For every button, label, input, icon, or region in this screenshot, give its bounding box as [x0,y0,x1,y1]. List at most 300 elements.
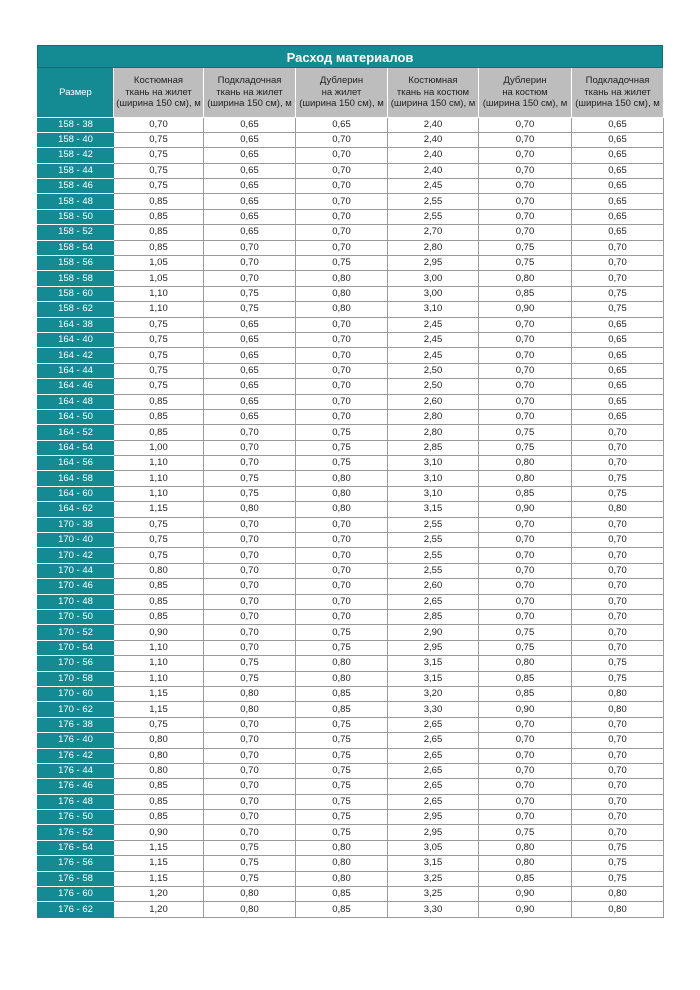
table-row [38,686,664,701]
value-cell: 0,65 [572,394,664,409]
value-cell: 0,70 [572,594,664,609]
value-cell: 0,65 [572,363,664,378]
value-cell: 0,70 [479,533,572,548]
value-cell: 3,10 [388,302,479,317]
materials-table-block [37,45,663,918]
value-cell: 0,70 [572,810,664,825]
value-cell: 0,70 [204,810,296,825]
value-cell: 0,70 [479,179,572,194]
table-row [38,179,664,194]
value-cell: 3,10 [388,486,479,501]
value-cell: 0,75 [296,810,388,825]
value-cell: 0,70 [204,425,296,440]
header-text: Костюмная [133,75,184,86]
table-row [38,548,664,563]
value-cell: 0,70 [204,579,296,594]
value-cell: 0,65 [572,225,664,240]
value-cell: 0,65 [204,409,296,424]
header-col-5 [479,68,572,117]
value-cell: 0,70 [296,332,388,347]
value-cell: 0,90 [114,825,204,840]
value-cell: 0,70 [296,209,388,224]
value-cell: 0,90 [114,625,204,640]
header-text: Подкладочная [217,75,282,86]
value-cell: 0,65 [204,148,296,163]
size-cell: 158 - 50 [38,209,114,224]
size-cell: 176 - 58 [38,871,114,886]
value-cell: 0,80 [204,902,296,917]
value-cell: 0,70 [296,194,388,209]
size-cell: 176 - 56 [38,856,114,871]
value-cell: 2,45 [388,317,479,332]
value-cell: 0,75 [572,471,664,486]
value-cell: 0,70 [479,117,572,132]
header-row [38,68,664,117]
value-cell: 0,65 [572,348,664,363]
size-cell: 164 - 40 [38,332,114,347]
value-cell: 2,50 [388,379,479,394]
value-cell: 0,70 [572,517,664,532]
value-cell: 2,65 [388,717,479,732]
value-cell: 0,70 [572,548,664,563]
value-cell: 0,80 [296,840,388,855]
header-text: Костюмная [408,75,458,86]
value-cell: 0,70 [296,579,388,594]
value-cell: 0,80 [479,456,572,471]
value-cell: 0,85 [296,902,388,917]
value-cell: 2,80 [388,409,479,424]
value-cell: 0,70 [572,271,664,286]
value-cell: 0,80 [479,856,572,871]
value-cell: 0,70 [296,548,388,563]
value-cell: 2,70 [388,225,479,240]
header-text: Подкладочная [585,75,650,86]
value-cell: 0,70 [572,610,664,625]
size-cell: 164 - 60 [38,486,114,501]
value-cell: 0,75 [114,379,204,394]
table-row [38,363,664,378]
value-cell: 0,75 [572,871,664,886]
value-cell: 0,65 [204,194,296,209]
value-cell: 0,70 [204,794,296,809]
value-cell: 1,00 [114,440,204,455]
value-cell: 0,75 [114,348,204,363]
value-cell: 0,70 [479,209,572,224]
value-cell: 2,65 [388,748,479,763]
value-cell: 0,75 [296,733,388,748]
value-cell: 0,75 [479,440,572,455]
value-cell: 0,85 [479,486,572,501]
value-cell: 0,75 [296,717,388,732]
value-cell: 0,75 [114,148,204,163]
table-row [38,317,664,332]
size-cell: 164 - 62 [38,502,114,517]
value-cell: 0,75 [204,471,296,486]
value-cell: 2,55 [388,209,479,224]
size-cell: 170 - 58 [38,671,114,686]
value-cell: 1,15 [114,856,204,871]
size-cell: 164 - 42 [38,348,114,363]
size-cell: 170 - 54 [38,640,114,655]
table-row [38,225,664,240]
value-cell: 0,90 [479,502,572,517]
value-cell: 0,70 [572,825,664,840]
value-cell: 2,80 [388,425,479,440]
value-cell: 0,70 [572,625,664,640]
value-cell: 0,70 [204,610,296,625]
value-cell: 0,80 [572,502,664,517]
size-cell: 164 - 58 [38,471,114,486]
value-cell: 0,80 [204,887,296,902]
value-cell: 0,75 [204,856,296,871]
size-cell: 158 - 52 [38,225,114,240]
size-cell: 158 - 40 [38,132,114,147]
value-cell: 2,55 [388,194,479,209]
table-row [38,286,664,301]
table-row [38,671,664,686]
size-cell: 170 - 50 [38,610,114,625]
header-text: ткань на жилет [125,86,192,98]
value-cell: 0,70 [572,794,664,809]
value-cell: 0,75 [204,671,296,686]
table-row [38,332,664,347]
table-row [38,717,664,732]
value-cell: 0,75 [572,486,664,501]
table-row [38,132,664,147]
value-cell: 0,70 [479,225,572,240]
value-cell: 0,65 [204,209,296,224]
value-cell: 0,85 [114,194,204,209]
table-row [38,779,664,794]
value-cell: 0,85 [114,425,204,440]
value-cell: 0,75 [479,625,572,640]
value-cell: 0,70 [479,317,572,332]
table-row [38,456,664,471]
value-cell: 2,85 [388,440,479,455]
table-row [38,748,664,763]
header-col-3 [296,68,388,117]
value-cell: 0,65 [204,179,296,194]
size-cell: 158 - 58 [38,271,114,286]
header-text: ткань на костюм [396,86,470,98]
value-cell: 0,70 [204,271,296,286]
value-cell: 0,80 [204,686,296,701]
size-cell: 164 - 52 [38,425,114,440]
size-cell: 176 - 54 [38,840,114,855]
size-cell: 176 - 38 [38,717,114,732]
value-cell: 0,75 [572,302,664,317]
value-cell: 0,65 [572,209,664,224]
table-row [38,610,664,625]
header-text: (ширина 150 см), м [299,98,384,109]
size-cell: 158 - 56 [38,256,114,271]
value-cell: 0,70 [296,348,388,363]
size-cell: 176 - 48 [38,794,114,809]
value-cell: 0,85 [479,671,572,686]
value-cell: 0,75 [572,856,664,871]
value-cell: 0,65 [204,132,296,147]
value-cell: 0,85 [479,871,572,886]
table-row [38,794,664,809]
value-cell: 0,70 [296,594,388,609]
value-cell: 0,80 [296,671,388,686]
header-text: (ширина 150 см), м [482,98,568,109]
table-row [38,379,664,394]
size-cell: 176 - 44 [38,763,114,778]
header-col-2 [204,68,296,117]
value-cell: 0,85 [114,610,204,625]
value-cell: 0,75 [114,179,204,194]
value-cell: 0,75 [479,256,572,271]
value-cell: 0,80 [296,856,388,871]
size-cell: 170 - 60 [38,686,114,701]
table-row [38,302,664,317]
value-cell: 2,65 [388,733,479,748]
value-cell: 3,30 [388,702,479,717]
value-cell: 2,65 [388,763,479,778]
value-cell: 0,70 [296,610,388,625]
value-cell: 0,70 [479,379,572,394]
value-cell: 0,80 [296,486,388,501]
value-cell: 0,85 [479,286,572,301]
value-cell: 0,70 [296,563,388,578]
table-row [38,117,664,132]
value-cell: 2,95 [388,810,479,825]
header-text: Дублерин [319,75,364,86]
value-cell: 0,70 [296,394,388,409]
value-cell: 0,70 [572,440,664,455]
value-cell: 2,60 [388,579,479,594]
value-cell: 0,80 [114,563,204,578]
table-row [38,425,664,440]
table-row [38,209,664,224]
value-cell: 0,70 [572,748,664,763]
size-cell: 158 - 48 [38,194,114,209]
value-cell: 0,70 [572,579,664,594]
value-cell: 0,90 [479,887,572,902]
header-col-1 [114,68,204,117]
size-cell: 176 - 62 [38,902,114,917]
table-row [38,871,664,886]
value-cell: 0,75 [296,779,388,794]
value-cell: 0,70 [296,179,388,194]
value-cell: 0,75 [114,717,204,732]
table-row [38,579,664,594]
size-cell: 164 - 50 [38,409,114,424]
value-cell: 0,70 [572,240,664,255]
table-row [38,394,664,409]
value-cell: 0,70 [204,779,296,794]
table-row [38,409,664,424]
value-cell: 1,10 [114,656,204,671]
value-cell: 0,80 [479,471,572,486]
size-cell: 158 - 44 [38,163,114,178]
value-cell: 0,70 [204,440,296,455]
table-row [38,240,664,255]
size-cell: 158 - 38 [38,117,114,132]
header-size [38,68,114,117]
table-row [38,163,664,178]
table-row [38,348,664,363]
value-cell: 0,75 [204,656,296,671]
value-cell: 0,75 [114,517,204,532]
value-cell: 0,70 [479,194,572,209]
value-cell: 0,75 [572,840,664,855]
value-cell: 0,70 [204,256,296,271]
value-cell: 0,65 [204,379,296,394]
value-cell: 0,75 [114,163,204,178]
table-row [38,902,664,917]
value-cell: 0,70 [479,517,572,532]
header-col-4 [388,68,479,117]
value-cell: 0,75 [114,132,204,147]
value-cell: 0,90 [479,902,572,917]
value-cell: 0,75 [114,317,204,332]
value-cell: 0,70 [479,610,572,625]
table-row [38,194,664,209]
value-cell: 2,45 [388,348,479,363]
header-text: (ширина 150 см), м [116,98,201,109]
value-cell: 0,80 [296,471,388,486]
table-row [38,594,664,609]
value-cell: 0,85 [114,225,204,240]
value-cell: 0,90 [479,302,572,317]
size-cell: 158 - 54 [38,240,114,255]
table-row [38,533,664,548]
value-cell: 2,60 [388,394,479,409]
value-cell: 0,70 [572,425,664,440]
value-cell: 0,85 [114,394,204,409]
value-cell: 0,80 [114,763,204,778]
table-row [38,502,664,517]
value-cell: 0,80 [114,748,204,763]
value-cell: 3,20 [388,686,479,701]
value-cell: 0,75 [204,286,296,301]
value-cell: 0,80 [296,656,388,671]
value-cell: 0,65 [204,348,296,363]
value-cell: 1,15 [114,702,204,717]
value-cell: 3,25 [388,871,479,886]
value-cell: 0,70 [204,456,296,471]
table-row [38,763,664,778]
header-text: ткань на жилет [584,86,651,98]
size-cell: 170 - 56 [38,656,114,671]
value-cell: 0,70 [479,733,572,748]
size-cell: 170 - 48 [38,594,114,609]
value-cell: 0,70 [204,533,296,548]
value-cell: 0,70 [479,409,572,424]
size-cell: 164 - 46 [38,379,114,394]
value-cell: 0,75 [572,671,664,686]
value-cell: 3,15 [388,656,479,671]
value-cell: 0,70 [572,456,664,471]
value-cell: 2,55 [388,563,479,578]
size-cell: 176 - 42 [38,748,114,763]
value-cell: 0,75 [572,286,664,301]
value-cell: 0,85 [296,686,388,701]
size-cell: 158 - 46 [38,179,114,194]
value-cell: 0,70 [479,563,572,578]
value-cell: 2,65 [388,794,479,809]
value-cell: 1,10 [114,486,204,501]
value-cell: 0,65 [572,132,664,147]
value-cell: 0,70 [479,717,572,732]
value-cell: 0,70 [204,548,296,563]
value-cell: 0,70 [479,548,572,563]
value-cell: 0,80 [479,840,572,855]
value-cell: 0,75 [479,640,572,655]
header-text: ткань на жилет [216,86,283,98]
value-cell: 0,80 [296,286,388,301]
value-cell: 3,15 [388,671,479,686]
value-cell: 1,10 [114,456,204,471]
value-cell: 0,70 [479,363,572,378]
size-cell: 176 - 50 [38,810,114,825]
table-row [38,471,664,486]
value-cell: 2,45 [388,332,479,347]
value-cell: 0,80 [572,902,664,917]
value-cell: 0,75 [204,871,296,886]
value-cell: 0,85 [114,409,204,424]
value-cell: 0,75 [114,533,204,548]
size-cell: 164 - 38 [38,317,114,332]
value-cell: 0,70 [204,763,296,778]
value-cell: 0,70 [204,733,296,748]
value-cell: 0,70 [479,594,572,609]
value-cell: 2,95 [388,825,479,840]
table-row [38,840,664,855]
value-cell: 0,70 [479,332,572,347]
value-cell: 0,80 [204,702,296,717]
table-body [38,117,664,917]
value-cell: 0,65 [204,225,296,240]
value-cell: 1,10 [114,302,204,317]
table-row [38,640,664,655]
value-cell: 0,70 [572,563,664,578]
table-row [38,856,664,871]
value-cell: 0,70 [572,256,664,271]
size-cell: 170 - 42 [38,548,114,563]
value-cell: 0,70 [296,240,388,255]
size-cell: 176 - 60 [38,887,114,902]
value-cell: 0,65 [204,317,296,332]
value-cell: 0,70 [204,640,296,655]
table-row [38,256,664,271]
value-cell: 0,80 [572,702,664,717]
value-cell: 0,70 [204,517,296,532]
size-cell: 158 - 62 [38,302,114,317]
value-cell: 1,15 [114,871,204,886]
value-cell: 3,00 [388,271,479,286]
value-cell: 0,70 [114,117,204,132]
value-cell: 0,70 [296,409,388,424]
value-cell: 0,80 [296,302,388,317]
value-cell: 0,70 [296,148,388,163]
table-row [38,148,664,163]
value-cell: 1,15 [114,686,204,701]
value-cell: 0,75 [114,363,204,378]
value-cell: 2,80 [388,240,479,255]
value-cell: 0,65 [204,117,296,132]
size-cell: 164 - 54 [38,440,114,455]
value-cell: 0,90 [479,702,572,717]
table-row [38,733,664,748]
value-cell: 0,70 [479,794,572,809]
table-row [38,656,664,671]
value-cell: 0,80 [479,656,572,671]
value-cell: 0,70 [479,394,572,409]
value-cell: 0,65 [204,163,296,178]
